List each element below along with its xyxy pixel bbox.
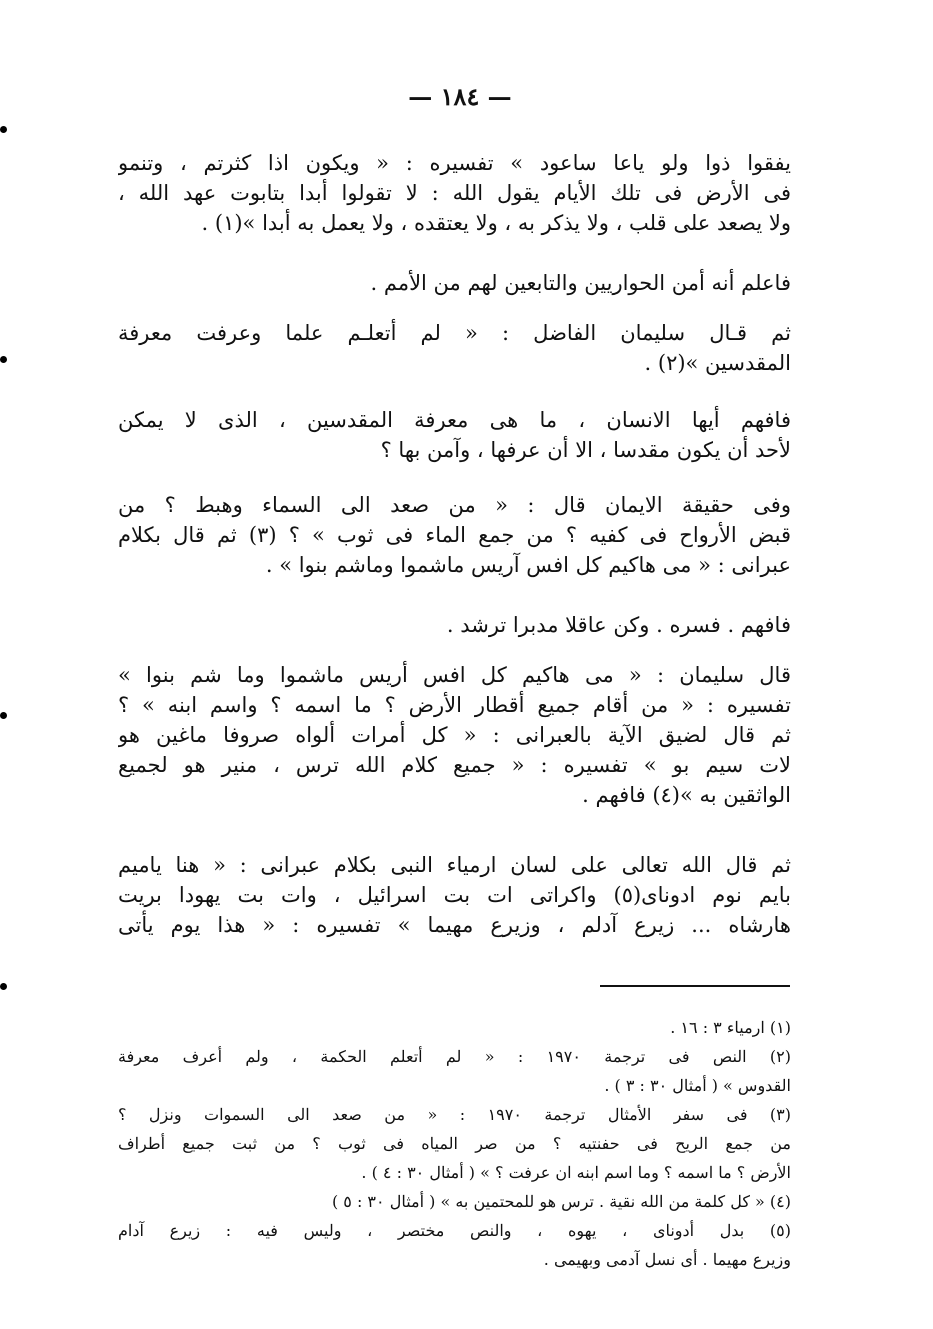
margin-mark: [0, 126, 7, 133]
footnote-line: (١) ارمياء ٣ : ١٦ .: [670, 1018, 791, 1037]
text-line: تفسيره : « من أقام جميع أقطار الأرض ؟ ما اسمه ؟ واسم ابنه » ؟: [118, 693, 791, 717]
text-line: الواثقين به »(٤) فافهم .: [582, 783, 791, 807]
text-line: قبض الأرواح فى كفيه ؟ من جمع الماء فى ثوب » ؟ (٣) ثم قال بكلام: [118, 523, 791, 547]
text-line: لات سيم بو » تفسيره : « جميع كلام الله ترس ، منير هو لجميع: [118, 753, 791, 777]
footnote-line: (٥) بدل أدوناى ، يهوه ، والنص مختصر ، وليس فيه : زيرع آدام: [118, 1221, 791, 1240]
text-line: المقدسين »(٢) .: [644, 351, 791, 375]
footnote-line: (٢) النص فى ترجمة ١٩٧٠ : « لم أتعلم الحكمة ، ولم أعرف معرفة: [118, 1047, 791, 1066]
footnote-line: القدوس » ( أمثال ٣٠ : ٣ ) .: [604, 1076, 791, 1095]
text-line: عبرانى : « مى هاكيم كل افس آريس ماشموا وماشم بنوا » .: [265, 553, 791, 577]
footnote-line: من جمع الريح فى حفنتيه ؟ من صر المياه فى ثوب ؟ من ثبت جميع أطراف: [118, 1134, 791, 1153]
paragraph: [118, 660, 791, 810]
margin-mark: [0, 712, 7, 719]
text-line: ثم قـال سليمان الفاضل : « لم أتعلـم علما وعرفت معرفة: [118, 321, 791, 345]
paragraph: [118, 318, 791, 378]
footnote-line: (٣) فى سفر الأمثال ترجمة ١٩٧٠ : « من صعد الى السموات ونزل ؟: [118, 1105, 791, 1124]
footnote: [118, 1100, 791, 1187]
text-line: ثم قال الله تعالى على لسان ارمياء النبى بكلام عبرانى : « هنا ياميم: [118, 853, 791, 877]
footnote: [118, 1013, 791, 1042]
paragraph: [118, 148, 791, 238]
footnote: [118, 1187, 791, 1216]
text-line: ولا يصعد على قلب ، ولا يذكر به ، ولا يعتقده ، ولا يعمل به أبدا »(١) .: [201, 211, 791, 235]
paragraph: [118, 268, 791, 298]
text-line: بايم نوم ادوناى(٥) واكراتى ات بت اسرائيل ، وات بت يهودا بريت: [118, 883, 791, 907]
margin-mark: [0, 983, 7, 990]
text-line: لأحد أن يكون مقدسا ، الا أن عرفها ، وآمن بها ؟: [380, 438, 791, 462]
footnote-line: (٤) « كل كلمة من الله نقية . ترس هو للمحتمين به » ( أمثال ٣٠ : ٥ ): [331, 1192, 791, 1211]
footnote: [118, 1216, 791, 1274]
text-line: هارشاه ... زيرع آدلم ، وزيرع مهيما » تفسيره : « هذا يوم يأتى: [118, 913, 791, 937]
footnote-line: الأرض ؟ ما اسمه ؟ وما اسم ابنه ان عرفت ؟ » ( أمثال ٣٠ : ٤ ) .: [361, 1163, 791, 1182]
text-line: يفقوا ذوا ولو ياعا ساعود » تفسيره : « ويكون اذا كثرتم ، وتنمو: [118, 151, 791, 175]
footnote-divider: [600, 985, 790, 987]
paragraph: [118, 850, 791, 940]
text-line: فاعلم أنه أمن الحواريين والتابعين لهم من الأمم .: [370, 271, 791, 295]
paragraph: [118, 610, 791, 640]
text-line: ثم قال لضيق الآية بالعبرانى : « كل أمرات ألواه صروفا ماغين هو: [118, 723, 791, 747]
footnote: [118, 1042, 791, 1100]
text-line: فافهم أيها الانسان ، ما هى معرفة المقدسين ، الذى لا يمكن: [118, 408, 791, 432]
margin-mark: [0, 356, 7, 363]
text-line: قال سليمان : « مى هاكيم كل افس أريس ماشموا وما شم بنوا »: [118, 663, 791, 687]
text-line: فى الأرض فى تلك الأيام يقول الله : لا تقولوا أبدا بتابوت عهد الله ،: [118, 181, 791, 205]
text-line: وفى حقيقة الايمان قال : « من صعد الى السماء وهبط ؟ من: [118, 493, 791, 517]
footnote-line: وزيرع مهيما . أى نسل آدمى وبهيمى .: [543, 1250, 791, 1269]
paragraph: [118, 490, 791, 580]
text-line: فافهم . فسره . وكن عاقلا مدبرا ترشد .: [446, 613, 791, 637]
page-number: — ١٨٤ —: [408, 82, 512, 111]
paragraph: [118, 405, 791, 465]
